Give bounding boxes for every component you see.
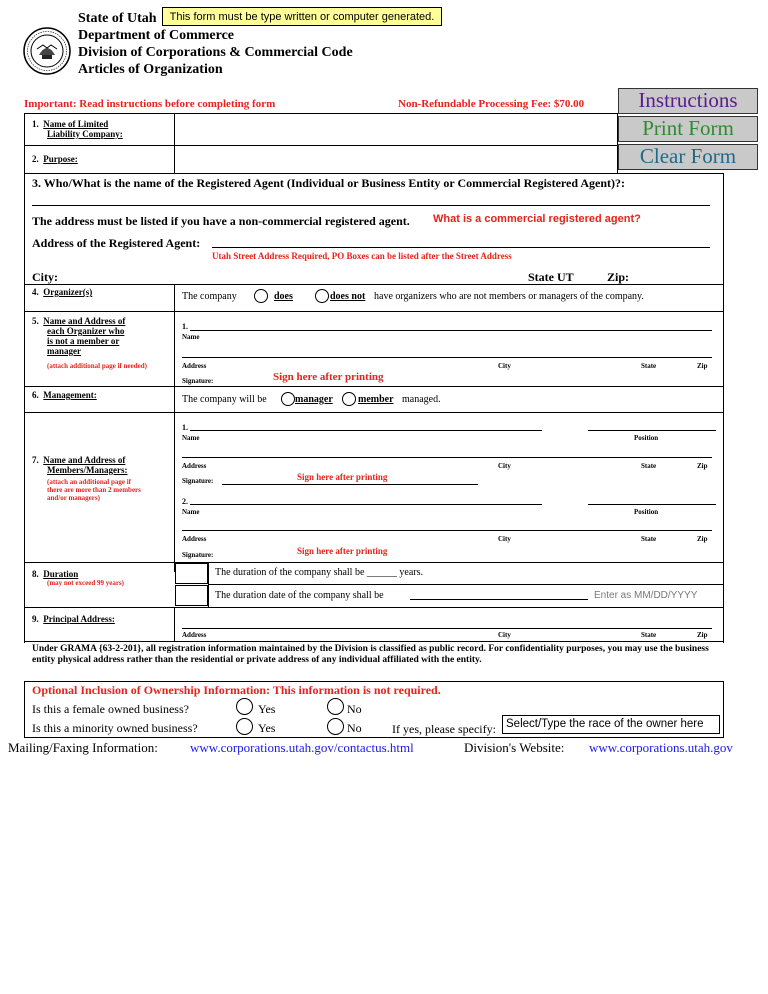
female-no-label: No [347, 702, 362, 716]
owner-race-input[interactable]: Select/Type the race of the owner here [502, 715, 720, 734]
important-note: Important: Read instructions before completing form [24, 98, 276, 110]
organizer-address-line[interactable] [182, 357, 712, 358]
q4-label: 4. Organizer(s) [32, 287, 93, 297]
q3-street-note: Utah Street Address Required, PO Boxes can be listed after the Street Address [212, 251, 512, 261]
q7-two: 2. [182, 497, 188, 506]
q7-one: 1. [182, 423, 188, 432]
q7-position-1: Position [634, 434, 659, 442]
q8-text-b: The duration date of the company shall be [215, 590, 384, 601]
q5-city: City [498, 362, 511, 370]
q5-one: 1. [182, 322, 188, 331]
q4-text-b: have organizers who are not members or managers of the company. [374, 291, 644, 302]
q8-label: 8. Duration [32, 569, 79, 579]
q7-state-2: State [641, 535, 657, 543]
company-name-input[interactable] [176, 115, 616, 144]
website-label: Division's Website: [464, 740, 565, 755]
q6-text-a: The company will be [182, 394, 267, 405]
q3-address-note: The address must be listed if you have a non-commercial registered agent. [32, 214, 410, 228]
q5-zip: Zip [697, 362, 708, 370]
q7-sign-here-1: Sign here after printing [297, 472, 388, 482]
q7-city-1: City [498, 462, 511, 470]
q6-text-b: managed. [402, 394, 441, 405]
typewritten-notice: This form must be type written or computer generated. [162, 7, 442, 26]
q5-sign-here: Sign here after printing [273, 371, 384, 383]
purpose-input[interactable] [176, 147, 616, 172]
q6-label: 6. Management: [32, 390, 97, 400]
q5-note: (attach additional page if needed) [47, 362, 147, 370]
minority-yes-radio[interactable] [236, 718, 253, 735]
q5-address: Address [182, 362, 207, 370]
member2-name-line[interactable] [190, 504, 542, 505]
organizers-does-radio[interactable] [254, 289, 268, 303]
q5-label: 5. Name and Address of each Organizer who is not a member or manager [32, 316, 126, 356]
principal-address-line[interactable] [182, 628, 712, 629]
minority-no-radio[interactable] [327, 718, 344, 735]
member-radio[interactable] [342, 392, 356, 406]
member1-name-line[interactable] [190, 430, 542, 431]
manager-radio[interactable] [281, 392, 295, 406]
member2-position-line[interactable] [588, 504, 716, 505]
print-form-button[interactable]: Print Form [618, 116, 758, 142]
grama-notice: Under GRAMA {63-2-201}, all registration information maintained by the Division is classified as public record. For confidentiality purposes, you may use the business entity physical address rather than the residential or private address of any individual affiliated with the entity. [32, 644, 709, 665]
q7-label: 7. Name and Address of Members/Managers: [32, 455, 128, 475]
agent-name-line[interactable] [32, 205, 710, 206]
q3-heading: 3. Who/What is the name of the Registered Agent (Individual or Business Entity or Commercial Registered Agent)?: [32, 176, 625, 190]
member1-signature-line[interactable] [222, 484, 478, 485]
female-yes-radio[interactable] [236, 698, 253, 715]
header-state: State of Utah [78, 11, 157, 26]
female-no-radio[interactable] [327, 698, 344, 715]
duration-years-checkbox[interactable] [175, 563, 208, 584]
contact-link[interactable]: www.corporations.utah.gov/contactus.html [190, 740, 414, 755]
q2-label: 2. Purpose: [32, 154, 78, 164]
organizer-name-line[interactable] [190, 330, 712, 331]
q7-state-1: State [641, 462, 657, 470]
header-dept: Department of Commerce [78, 28, 235, 43]
q9-address: Address [182, 631, 207, 639]
utah-seal [23, 27, 71, 75]
q3-zip: Zip: [607, 270, 630, 284]
q7-zip-1: Zip [697, 462, 708, 470]
minority-yes-label: Yes [258, 721, 276, 735]
minority-question: Is this a minority owned business? [32, 721, 198, 735]
q9-zip: Zip [697, 631, 708, 639]
q5-signature: Signature: [182, 377, 214, 385]
female-question: Is this a female owned business? [32, 702, 189, 716]
female-yes-label: Yes [258, 702, 276, 716]
specify-label: If yes, please specify: [392, 722, 496, 736]
commercial-agent-link[interactable]: What is a commercial registered agent? [433, 213, 641, 225]
instructions-button[interactable]: Instructions [618, 88, 758, 114]
q8-note: (may not exceed 99 years) [47, 579, 124, 587]
duration-date-checkbox[interactable] [175, 585, 208, 606]
duration-date-input[interactable]: Enter as MM/DD/YYYY [594, 590, 698, 601]
website-link[interactable]: www.corporations.utah.gov [589, 740, 733, 755]
q3-address-label: Address of the Registered Agent: [32, 236, 201, 250]
q5-state: State [641, 362, 657, 370]
q7-signature-2: Signature: [182, 551, 214, 559]
q7-name-2: Name [182, 508, 200, 516]
member2-address-line[interactable] [182, 530, 712, 531]
q6-manager: manager [295, 394, 333, 405]
q7-city-2: City [498, 535, 511, 543]
clear-form-button[interactable]: Clear Form [618, 144, 758, 170]
duration-date-line[interactable] [410, 599, 588, 600]
q1-label: 1. Name of Limited Liability Company: [32, 119, 123, 139]
q8-text-a: The duration of the company shall be ______ years. [215, 567, 423, 578]
q3-city: City: [32, 270, 58, 284]
agent-address-line[interactable] [212, 247, 710, 248]
q7-note: (attach an additional page if there are more than 2 members and/or managers) [47, 478, 141, 502]
q4-does-not: does not [330, 291, 366, 302]
member1-address-line[interactable] [182, 457, 712, 458]
q7-address-2: Address [182, 535, 207, 543]
q7-zip-2: Zip [697, 535, 708, 543]
q5-name: Name [182, 333, 200, 341]
optional-heading: Optional Inclusion of Ownership Information: This information is not required. [32, 683, 441, 697]
header-division: Division of Corporations & Commercial Code [78, 45, 353, 60]
q4-does: does [274, 291, 293, 302]
header-title: Articles of Organization [78, 62, 223, 77]
q9-city: City [498, 631, 511, 639]
fee-note: Non-Refundable Processing Fee: $70.00 [398, 98, 585, 110]
q7-signature-1: Signature: [182, 477, 214, 485]
organizers-does-not-radio[interactable] [315, 289, 329, 303]
minority-no-label: No [347, 721, 362, 735]
mailing-label: Mailing/Faxing Information: [8, 740, 158, 755]
q9-state: State [641, 631, 657, 639]
q7-sign-here-2: Sign here after printing [297, 546, 388, 556]
q7-address-1: Address [182, 462, 207, 470]
q7-position-2: Position [634, 508, 659, 516]
member1-position-line[interactable] [588, 430, 716, 431]
q7-name-1: Name [182, 434, 200, 442]
q6-member: member [358, 394, 394, 405]
q3-state: State UT [528, 270, 574, 284]
q9-label: 9. Principal Address: [32, 614, 115, 624]
q4-text-a: The company [182, 291, 237, 302]
